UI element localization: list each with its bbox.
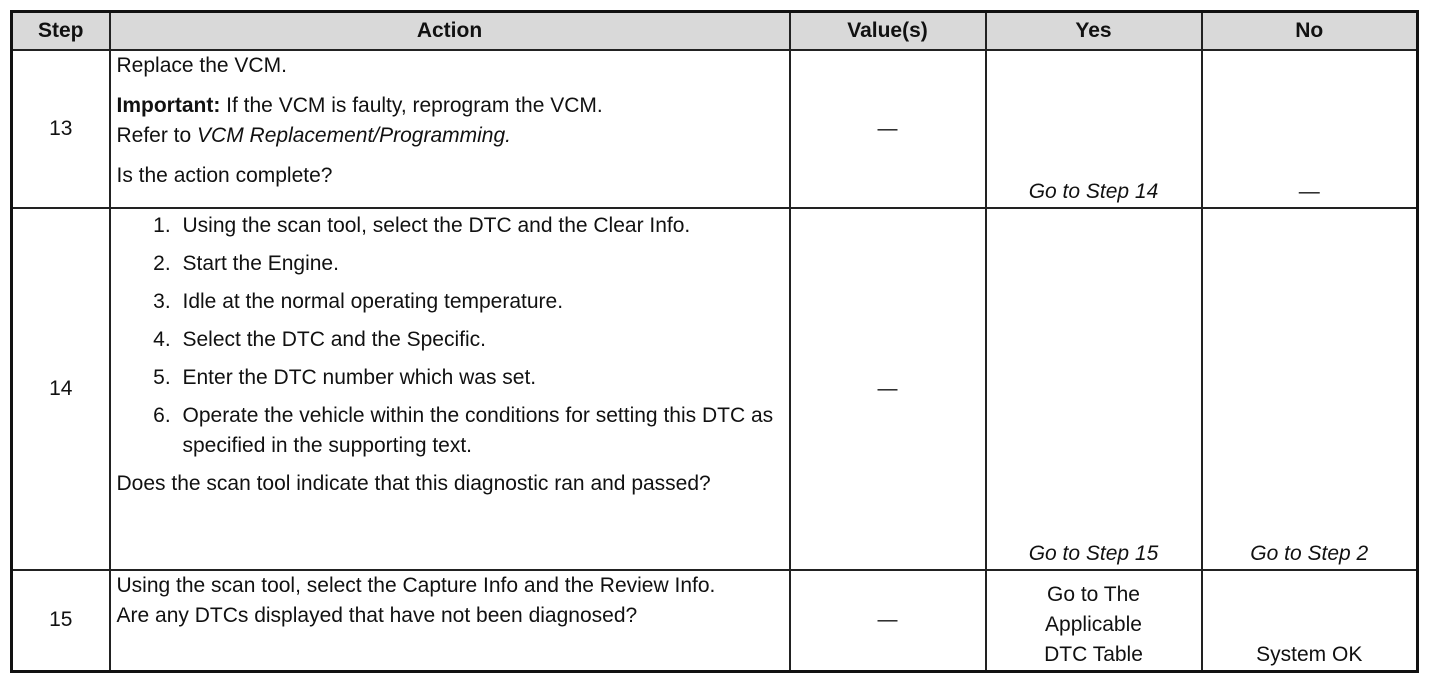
- value-dash: —: [877, 117, 898, 140]
- table-row: [12, 50, 1418, 208]
- value-cell: [790, 570, 986, 672]
- value-dash: —: [877, 609, 898, 632]
- important-label: Important:: [116, 93, 221, 117]
- value-cell: [790, 50, 986, 208]
- action-cell: [110, 208, 790, 570]
- header-action: Action: [110, 12, 790, 50]
- yes-cell: Go to Step 14: [986, 50, 1202, 208]
- refer-link: VCM Replacement/Programming.: [197, 123, 511, 147]
- action-question: Are any DTCs displayed that have not been diagnosed?: [116, 603, 638, 627]
- header-yes: Yes: [986, 12, 1202, 50]
- header-row: [12, 12, 1418, 50]
- no-cell: —: [1202, 50, 1418, 208]
- header-values: Value(s): [790, 12, 986, 50]
- no-cell: System OK: [1202, 570, 1418, 672]
- list-item: 6. Operate the vehicle within the conditions for setting this DTC as specified in the supporting text.: [177, 401, 783, 461]
- action-steps-list: [117, 211, 783, 461]
- list-item: 5. Enter the DTC number which was set.: [177, 363, 783, 393]
- value-dash: —: [877, 377, 898, 400]
- refer-prefix: Refer to: [116, 123, 198, 147]
- action-cell: [110, 50, 790, 208]
- header-no: No: [1202, 12, 1418, 50]
- list-item: 1. Using the scan tool, select the DTC and the Clear Info.: [177, 211, 783, 241]
- important-text: If the VCM is faulty, reprogram the VCM.: [220, 93, 603, 117]
- step-number: 15: [12, 570, 110, 672]
- value-cell: [790, 208, 986, 570]
- action-cell: [110, 570, 790, 672]
- yes-cell: Go to The Applicable DTC Table: [986, 570, 1202, 672]
- list-item: 2. Start the Engine.: [177, 249, 783, 279]
- list-item: 4. Select the DTC and the Specific.: [177, 325, 783, 355]
- list-item: 3. Idle at the normal operating temperature.: [177, 287, 783, 317]
- action-question: Does the scan tool indicate that this diagnostic ran and passed?: [116, 471, 711, 495]
- action-question: Is the action complete?: [116, 163, 333, 187]
- no-cell: Go to Step 2: [1202, 208, 1418, 570]
- table-row: [12, 570, 1418, 672]
- important-note: [117, 91, 783, 151]
- step-number: 14: [12, 208, 110, 570]
- diagnostic-table: [10, 10, 1419, 673]
- action-text: Replace the VCM.: [116, 53, 287, 77]
- action-text: Using the scan tool, select the Capture Info and the Review Info.: [116, 573, 716, 597]
- header-step: Step: [12, 12, 110, 50]
- step-number: 13: [12, 50, 110, 208]
- table-row: [12, 208, 1418, 570]
- yes-cell: Go to Step 15: [986, 208, 1202, 570]
